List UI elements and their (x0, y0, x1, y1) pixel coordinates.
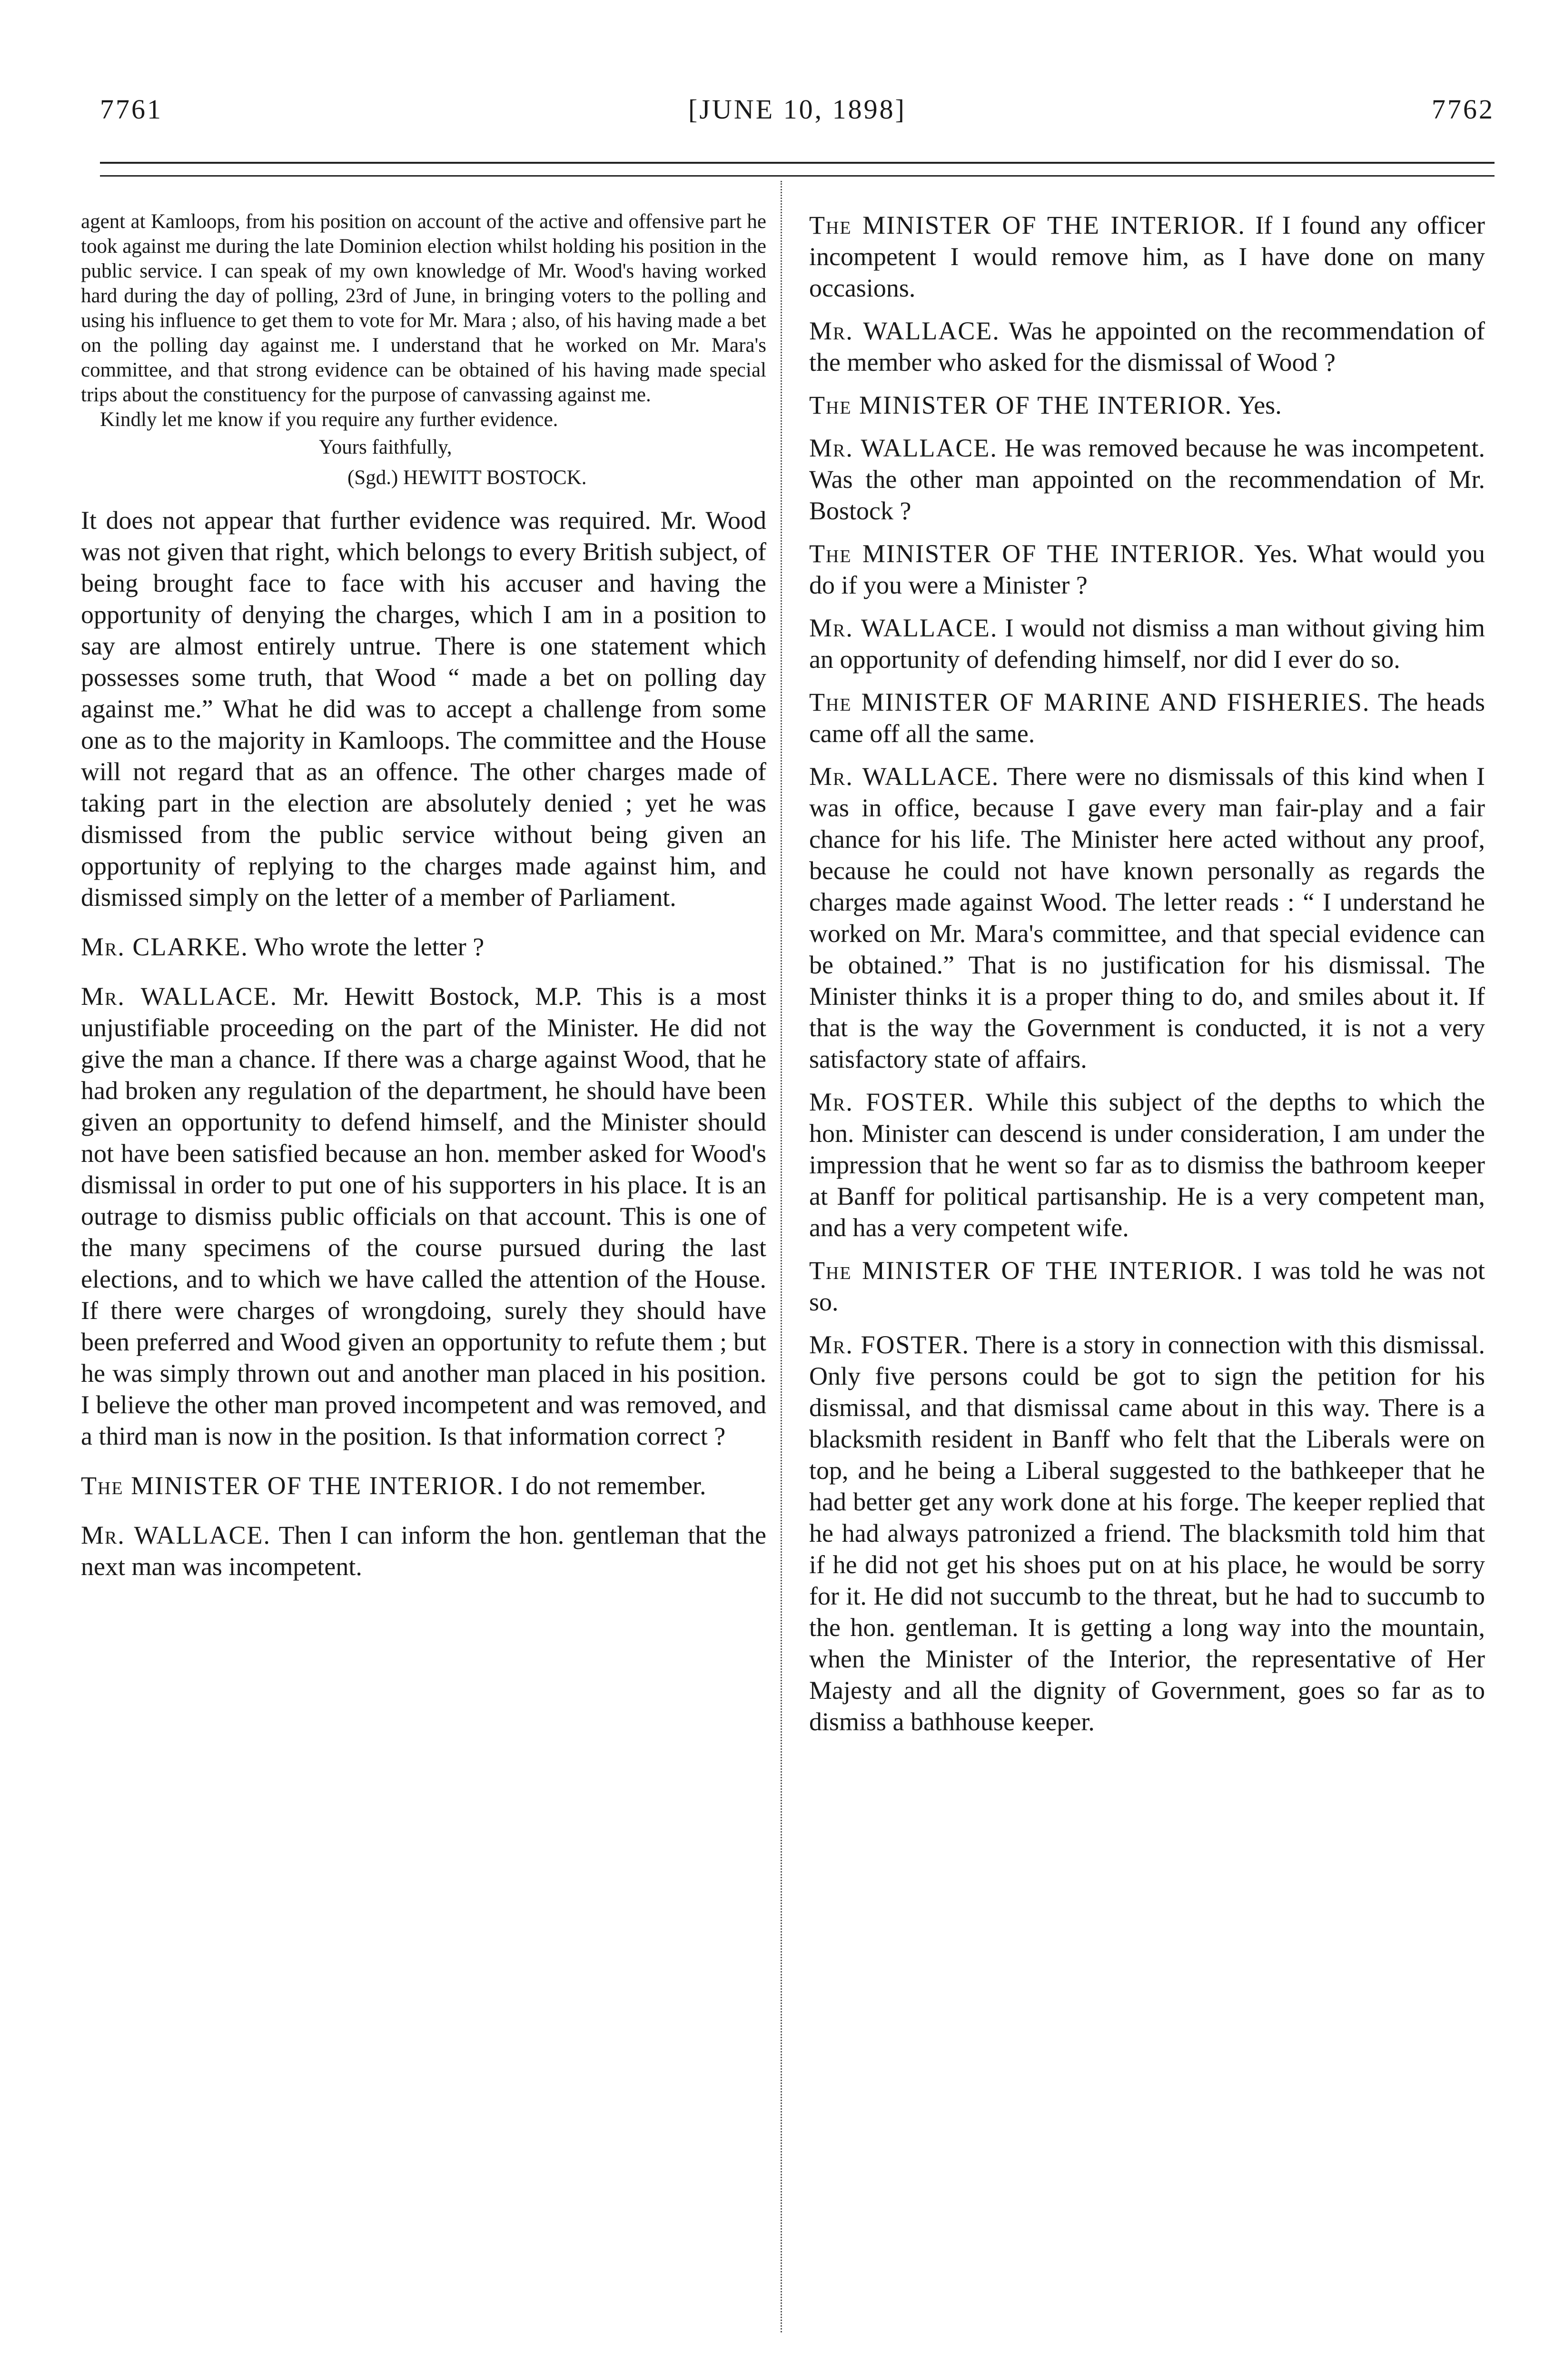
speech-minister-interior (809, 209, 1485, 304)
speaker-name: Mr. CLARKE. (81, 932, 248, 961)
speech-minister-marine (809, 686, 1485, 749)
speaker-name: Mr. WALLACE. (809, 434, 998, 462)
speaker-name: Mr. WALLACE. (809, 614, 998, 642)
speech-text: Yes. What would you do if you were a Minister ? (809, 539, 1485, 599)
speech-text: There is a story in connection with this dismissal. Only five persons could be got to sign the petition for his dismissal, and that dismissal came about in this way. There is a blacksmith resident in Banff who felt that the Liberals were on top, and he being a Liberal suggested to the bathkeeper that he had better get any work done at his forge. The keeper replied that he had always patronized a friend. The blacksmith told him that if he did not get his shoes put on at his place, he would be sorry for it. He did not succumb to the threat, but he had to succumb to the hon. gentleman. It is getting a long way into the mountain, when the Minister of the Interior, the representative of Her Majesty and all the dignity of Government, goes so far as to dismiss a bathhouse keeper. (809, 1330, 1485, 1736)
header-rule-thin (100, 175, 1495, 177)
speaker-name: The MINISTER OF THE INTERIOR. (81, 1471, 505, 1500)
speech-wallace (809, 612, 1485, 675)
speech-text: There were no dismissals of this kind when I was in office, because I gave every man fair-play and a fair chance for his life. The Minister here acted without any proof, because he could not have known personally as regards the charges made against Wood. The letter reads : “ I understand he worked on Mr. Mara's committee, and that special evidence can be obtained.” That is no justification for his dismissal. The Minister thinks it is a proper thing to do, and smiles about it. If that is the way the Government is conducted, it is not a very satisfactory state of affairs. (809, 762, 1485, 1073)
speech-text: Yes. (1237, 391, 1282, 419)
speaker-name: Mr. WALLACE. (809, 317, 1000, 345)
speech-text: Who wrote the letter ? (254, 932, 485, 961)
header-date: [JUNE 10, 1898] (688, 94, 906, 125)
speaker-name: The MINISTER OF THE INTERIOR. (809, 391, 1233, 419)
speech-text: Mr. Hewitt Bostock, M.P. This is a most unjustifiable proceeding on the part of the Minister. He did not give the man a chance. If there was a charge against Wood, that he had broken any regulation of the department, he should have been given an opportunity to defend himself, and the Minister should not have been satisfied because an hon. member asked for Wood's dismissal in order to put one of his supporters in his place. It is an outrage to dismiss public officials on that account. This is one of the many specimens of the course pursued during the last elections, and to which we have called the attention of the House. If there were charges of wrongdoing, surely they should have been preferred and Wood given an opportunity to refute them ; but he was simply thrown out and another man placed in his position. I believe the other man proved incompetent and was removed, and a third man is now in the position. Is that information correct ? (81, 982, 767, 1450)
speech-text: The heads came off all the same. (809, 688, 1485, 748)
letter-signature: (Sgd.) HEWITT BOSTOCK. (347, 466, 587, 489)
page-number-right: 7762 (1432, 94, 1495, 125)
speaker-name: The MINISTER OF MARINE AND FISHERIES. (809, 688, 1370, 716)
letter-paragraph: agent at Kamloops, from his position on account of the active and offensive part he took against me during the late Dominion election whilst holding his position in the public service. I can speak of my own knowledge of Mr. Wood's having worked hard during the day of polling, 23rd of June, in bringing voters to the polling and using his influence to get them to vote for Mr. Mara ; also, of his having made a bet on the polling day against me. I understand that he worked on Mr. Mara's committee, and that strong evidence can be obtained of his having made special trips about the constituency for the purpose of canvassing against me. (81, 210, 766, 406)
speaker-name: The MINISTER OF THE INTERIOR. (809, 211, 1246, 239)
quoted-letter (81, 209, 766, 493)
speech-minister-interior (809, 389, 1485, 421)
speech-minister-interior (809, 1255, 1485, 1318)
body-paragraph: It does not appear that further evidence was required. Mr. Wood was not given that right, which belongs to every British subject, of being brought face to face with his accuser and having the opportunity of denying the charges, which I am in a position to say are almost entirely untrue. There is one statement which possesses some truth, that Wood “ made a bet on polling day against me.” What he did was to accept a challenge from some one as to the majority in Kamloops. The committee and the House will not regard that as an offence. The other charges made of taking part in the election are absolutely denied ; yet he was dismissed from the public service without being given an opportunity of replying to the charges made against him, and dismissed simply on the letter of a member of Parliament. (81, 506, 766, 912)
speech-minister-interior (81, 1470, 766, 1501)
speech-text: Then I can inform the hon. gentleman that the next man was incompetent. (81, 1521, 766, 1581)
speaker-name: Mr. WALLACE. (81, 982, 278, 1011)
speech-foster (809, 1086, 1485, 1243)
speech-clarke (81, 931, 766, 962)
speech-text: I do not remember. (510, 1471, 706, 1500)
speech-wallace (809, 315, 1485, 378)
header-rule (100, 162, 1495, 164)
speaker-name: Mr. FOSTER. (809, 1330, 970, 1359)
speech-wallace (81, 981, 766, 1452)
speech-text: I would not dismiss a man without giving him an opportunity of defending himself, nor did I ever do so. (809, 614, 1485, 674)
speaker-name: The MINISTER OF THE INTERIOR. (809, 1256, 1244, 1285)
speech-wallace (81, 1519, 766, 1582)
speech-text: If I found any officer incompetent I would remove him, as I have done on many occasions. (809, 211, 1485, 302)
speech-text: He was removed because he was incompetent. Was the other man appointed on the recommendation of Mr. Bostock ? (809, 434, 1485, 525)
letter-paragraph: Kindly let me know if you require any further evidence. (100, 408, 558, 431)
speech-wallace (809, 761, 1485, 1075)
left-column (81, 209, 766, 1582)
speaker-name: Mr. WALLACE. (81, 1521, 271, 1549)
speaker-name: Mr. WALLACE. (809, 762, 1000, 791)
speaker-name: The MINISTER OF THE INTERIOR. (809, 539, 1246, 568)
column-divider (781, 181, 782, 2332)
speech-text: While this subject of the depths to which the hon. Minister can descend is under consideration, I am under the impression that he went so far as to dismiss the bathroom keeper at Banff for political partisanship. He is a very competent man, and has a very competent wife. (809, 1088, 1485, 1242)
page-number-left: 7761 (100, 94, 163, 125)
right-column (809, 209, 1485, 1737)
speaker-name: Mr. FOSTER. (809, 1088, 975, 1116)
letter-closing: Yours faithfully, (319, 436, 452, 458)
speech-text: Was he appointed on the recommendation of the member who asked for the dismissal of Wood ? (809, 317, 1485, 377)
speech-wallace (809, 432, 1485, 526)
page-header (100, 93, 1495, 136)
speech-foster (809, 1329, 1485, 1737)
speech-text: I was told he was not so. (809, 1256, 1485, 1316)
speech-minister-interior (809, 538, 1485, 601)
